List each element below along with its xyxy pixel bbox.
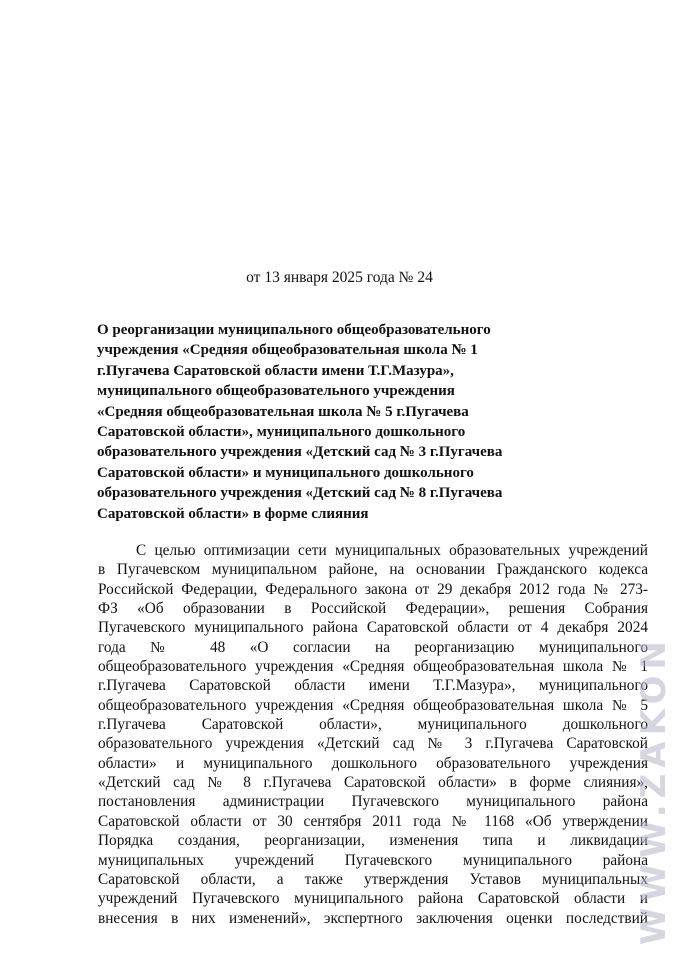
watermark-text: WWW.ZAKON (634, 635, 674, 945)
body-line: года № 48 «О согласии на реорганизацию муниципального (98, 638, 648, 656)
title-line: О реорганизации муниципального общеобразовательного (97, 322, 491, 338)
title-line: учреждения «Средняя общеобразовательная школа № 1 (97, 342, 478, 359)
document-body-paragraph (98, 541, 648, 928)
title-line: Саратовской области», муниципального дошкольного (97, 424, 466, 441)
body-line: Порядка создания, реорганизации, изменения типа и ликвидации (98, 832, 648, 850)
title-line: Саратовской области» в форме слияния (97, 505, 369, 522)
body-line: учреждений Пугачевского муниципального района Саратовской области и (98, 890, 648, 908)
site-watermark (628, 600, 678, 950)
title-line: образовательного учреждения «Детский сад № 8 г.Пугачева (97, 485, 503, 502)
body-line: г.Пугачева Саратовской области имени Т.Г.Мазура», муниципального (98, 677, 648, 695)
body-line: Пугачевского муниципального района Саратовской области от 4 декабря 2024 (98, 619, 648, 637)
title-line: образовательного учреждения «Детский сад № 3 г.Пугачева (97, 444, 503, 461)
document-date-number: от 13 января 2025 года № 24 (246, 269, 433, 286)
body-line: С целью оптимизации сети муниципальных образовательных учреждений (136, 542, 648, 559)
body-line: Российской Федерации, Федерального закона от 29 декабря 2012 года № 273- (98, 580, 648, 598)
body-line: в Пугачевском муниципальном районе, на основании Гражданского кодекса (98, 561, 648, 579)
body-line: постановления администрации Пугачевского муниципального района (98, 793, 648, 811)
body-line: Саратовской области, а также утверждения Уставов муниципальных (98, 870, 648, 888)
body-line: муниципальных учреждений Пугачевского муниципального района (98, 851, 648, 869)
body-line: г.Пугачева Саратовской области», муниципального дошкольного (98, 716, 648, 734)
title-line: г.Пугачева Саратовской области имени Т.Г.Мазура», (97, 362, 454, 379)
document-title (97, 320, 567, 524)
body-line: образовательного учреждения «Детский сад № 3 г.Пугачева Саратовской (98, 735, 648, 753)
body-line: общеобразовательного учреждения «Средняя общеобразовательная школа № 1 (98, 658, 648, 676)
body-line: Саратовской области от 30 сентября 2011 года № 1168 «Об утверждении (98, 812, 648, 830)
body-line: внесения в них изменений», экспертного заключения оценки последствий (98, 909, 648, 927)
body-line: ФЗ «Об образовании в Российской Федерации», решения Собрания (98, 600, 648, 618)
body-line: области» и муниципального дошкольного образовательного учреждения (98, 754, 648, 772)
body-line: «Детский сад № 8 г.Пугачева Саратовской области» в форме слияния», (98, 774, 648, 792)
title-line: муниципального общеобразовательного учреждения (97, 383, 455, 400)
title-line: «Средняя общеобразовательная школа № 5 г.Пугачева (97, 403, 469, 420)
title-line: Саратовской области» и муниципального дошкольного (97, 464, 474, 481)
body-line: общеобразовательного учреждения «Средняя общеобразовательная школа № 5 (98, 696, 648, 714)
